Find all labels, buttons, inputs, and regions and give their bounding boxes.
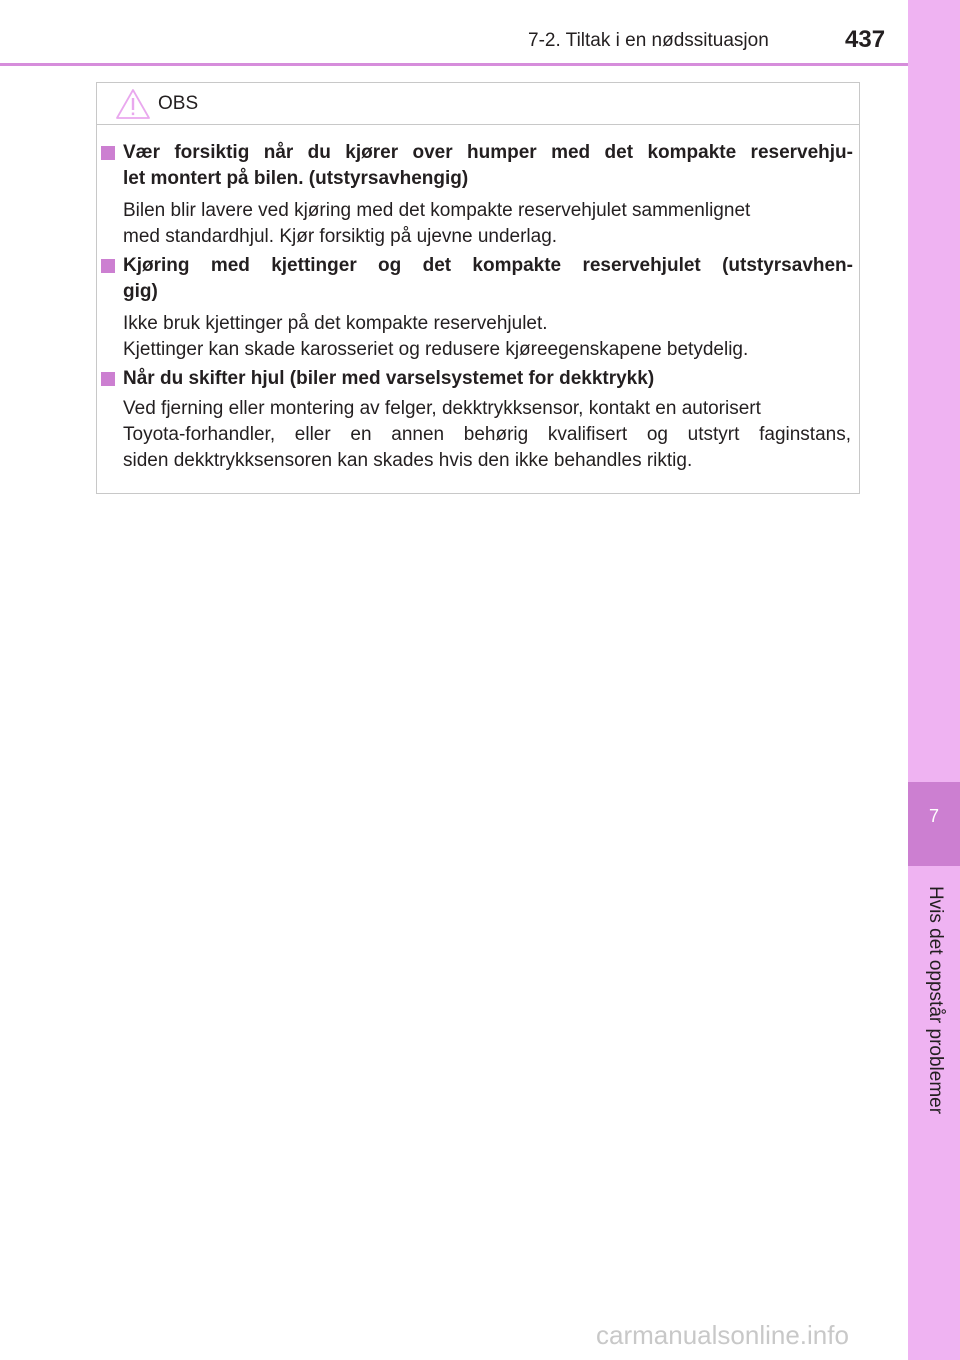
chapter-number-tab [908, 782, 960, 866]
obs-label: OBS [158, 93, 199, 114]
body-line: med standardhjul. Kjør forsiktig på ujevne underlag. [123, 226, 558, 247]
section-title: 7-2. Tiltak i en nødssituasjon [528, 30, 769, 51]
page-number: 437 [845, 26, 886, 53]
watermark: carmanualsonline.info [596, 1320, 849, 1350]
obs-item-body-3 [123, 396, 851, 474]
bullet-square-icon [101, 146, 115, 160]
chapter-title: Hvis det oppstår problemer [925, 885, 946, 1115]
body-line: Kjettinger kan skade karosseriet og redusere kjøreegenskapene betydelig. [123, 339, 749, 360]
side-tab [908, 0, 960, 1360]
title-line: let montert på bilen. (utstyrsavhengig) [123, 168, 469, 189]
obs-header [97, 83, 859, 125]
bullet-square-icon [101, 372, 115, 386]
body-line: Bilen blir lavere ved kjøring med det kompakte reservehjulet sammenlignet [123, 200, 751, 221]
obs-item-body-2 [123, 311, 851, 363]
header-rule [0, 63, 908, 66]
warning-triangle-icon [115, 88, 151, 120]
obs-caution-box [96, 82, 860, 494]
obs-item-title-2 [101, 253, 853, 305]
title-line: Vær forsiktig når du kjører over humper med det kompakte reservehju- [123, 142, 853, 163]
obs-item-body-1 [123, 198, 851, 250]
body-line: Ved fjerning eller montering av felger, dekktrykksensor, kontakt en autorisert [123, 398, 761, 419]
body-line: Ikke bruk kjettinger på det kompakte reservehjulet. [123, 313, 548, 334]
bullet-square-icon [101, 259, 115, 273]
body-line: Toyota-forhandler, eller en annen behørig kvalifisert og utstyrt faginstans, [123, 424, 851, 445]
title-line: gig) [123, 281, 158, 302]
chapter-number: 7 [928, 806, 939, 826]
title-line: Kjøring med kjettinger og det kompakte reservehjulet (utstyrsavhen- [123, 255, 853, 276]
body-line: siden dekktrykksensoren kan skades hvis den ikke behandles riktig. [123, 450, 693, 471]
obs-item-title-3 [101, 366, 853, 392]
title-line: Når du skifter hjul (biler med varselsystemet for dekktrykk) [123, 368, 655, 389]
obs-item-title-1 [101, 140, 853, 192]
